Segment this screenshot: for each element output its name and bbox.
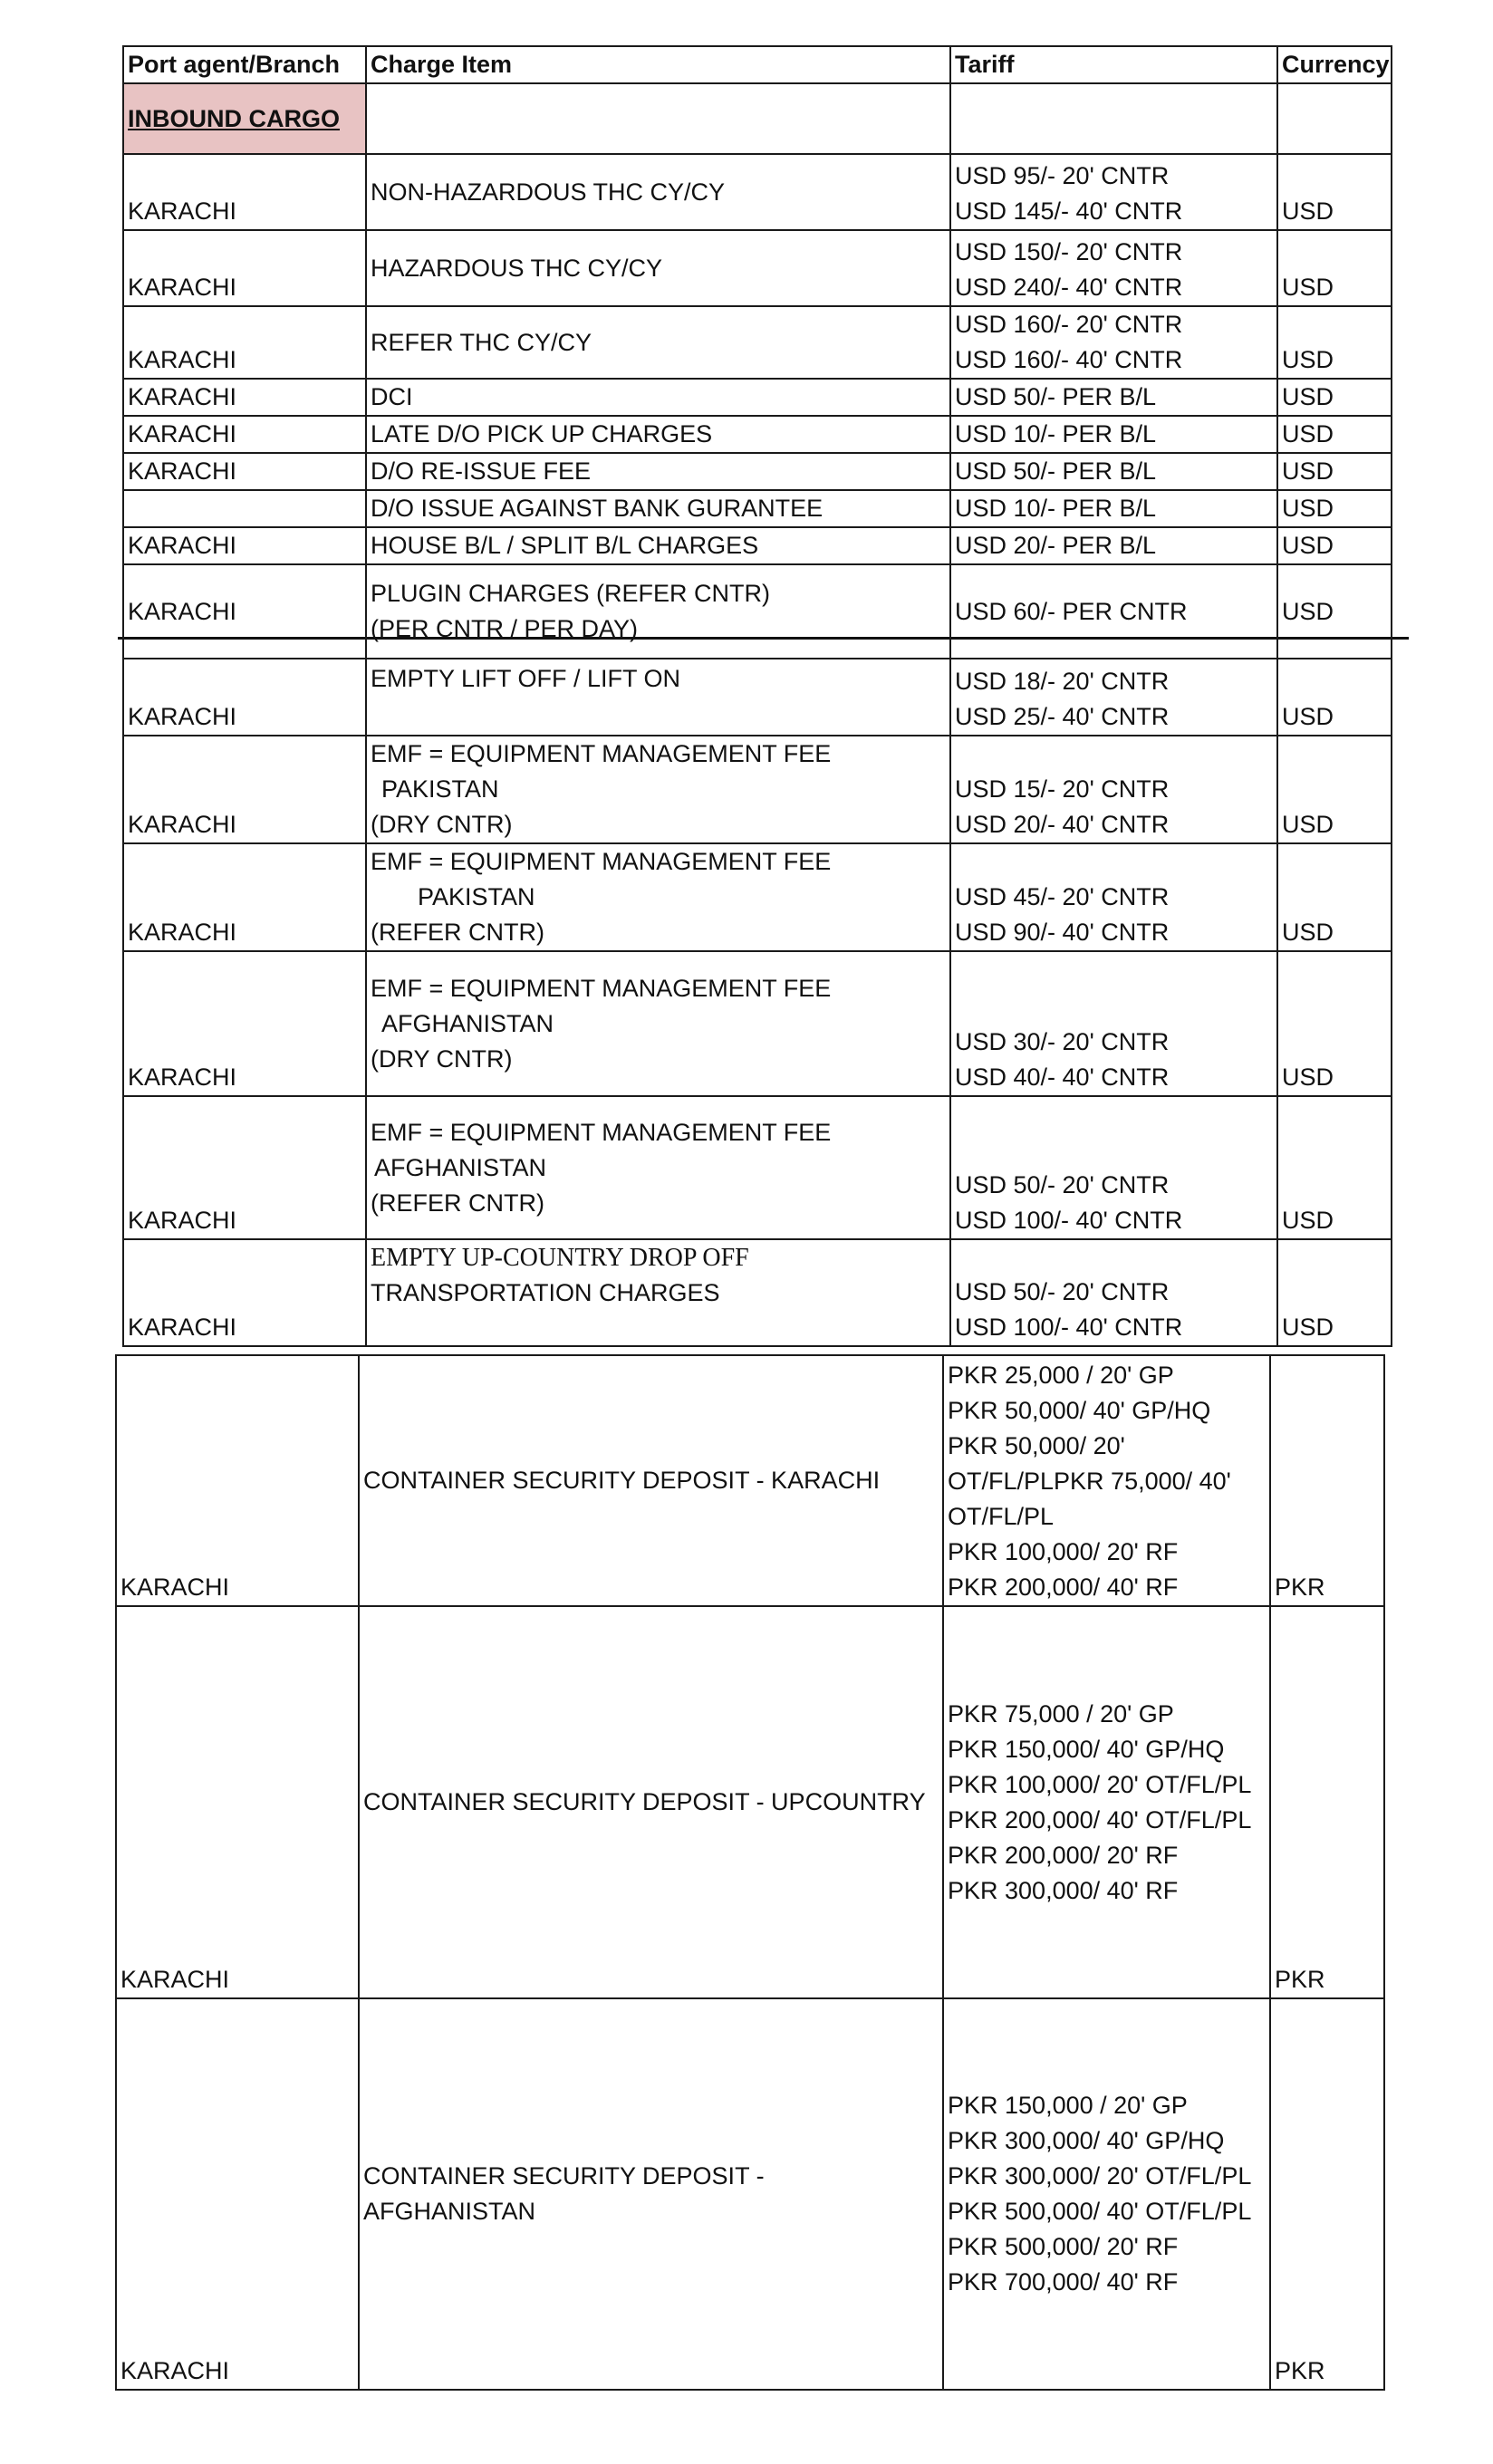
charge-cell: EMF = EQUIPMENT MANAGEMENT FEE AFGHANISTAN (DRY CNTR) (366, 951, 950, 1096)
tariff-cell: PKR 25,000 / 20' GP PKR 50,000/ 40' GP/HQ PKR 50,000/ 20' OT/FL/PLPKR 75,000/ 40' OT/FL/PL PKR 100,000/ 20' RF PKR 200,000/ 40' RF (943, 1355, 1270, 1606)
port-cell: KARACHI (123, 527, 366, 564)
port-cell: KARACHI (123, 843, 366, 951)
table-row (123, 490, 1392, 527)
currency-cell: USD (1277, 154, 1392, 230)
currency-cell: USD (1277, 490, 1392, 527)
currency-cell: USD (1277, 1096, 1392, 1239)
table-row (116, 1355, 1384, 1606)
header-charge: Charge Item (366, 46, 950, 83)
inbound-tariff-table (122, 45, 1392, 1347)
charge-cell: CONTAINER SECURITY DEPOSIT - UPCOUNTRY (359, 1606, 943, 1998)
header-row (123, 46, 1392, 83)
table-row (116, 1998, 1384, 2390)
header-port: Port agent/Branch (123, 46, 366, 83)
port-cell: KARACHI (123, 416, 366, 453)
port-cell: KARACHI (123, 564, 366, 659)
tariff-cell: USD 50/- 20' CNTR USD 100/- 40' CNTR (950, 1096, 1277, 1239)
tariff-cell: USD 10/- PER B/L (950, 416, 1277, 453)
port-cell: KARACHI (123, 230, 366, 306)
currency-cell: USD (1277, 379, 1392, 416)
table-row (123, 416, 1392, 453)
charge-cell: EMPTY UP-COUNTRY DROP OFF TRANSPORTATION CHARGES (366, 1239, 950, 1346)
header-currency: Currency (1277, 46, 1392, 83)
currency-cell: PKR (1270, 1355, 1384, 1606)
port-cell: KARACHI (116, 1606, 359, 1998)
tariff-cell: USD 50/- PER B/L (950, 379, 1277, 416)
currency-cell: USD (1277, 736, 1392, 843)
tariff-cell: USD 18/- 20' CNTR USD 25/- 40' CNTR (950, 659, 1277, 736)
port-cell: KARACHI (123, 659, 366, 736)
currency-cell: USD (1277, 659, 1392, 736)
currency-cell: USD (1277, 843, 1392, 951)
tariff-cell: USD 45/- 20' CNTR USD 90/- 40' CNTR (950, 843, 1277, 951)
table-row (123, 154, 1392, 230)
currency-cell: USD (1277, 1239, 1392, 1346)
charge-cell: D/O RE-ISSUE FEE (366, 453, 950, 490)
currency-cell: USD (1277, 527, 1392, 564)
port-cell: KARACHI (123, 306, 366, 379)
port-cell: KARACHI (123, 1239, 366, 1346)
tariff-cell: USD 160/- 20' CNTR USD 160/- 40' CNTR (950, 306, 1277, 379)
currency-cell: USD (1277, 230, 1392, 306)
port-cell: KARACHI (123, 736, 366, 843)
tariff-cell: PKR 150,000 / 20' GP PKR 300,000/ 40' GP/HQ PKR 300,000/ 20' OT/FL/PL PKR 500,000/ 40' OT/FL/PL PKR 500,000/ 20' RF PKR 700,000/ 40' RF (943, 1998, 1270, 2390)
currency-cell: USD (1277, 416, 1392, 453)
security-deposit-table (115, 1354, 1385, 2391)
charge-cell: REFER THC CY/CY (366, 306, 950, 379)
tariff-cell: USD 10/- PER B/L (950, 490, 1277, 527)
charge-cell: EMF = EQUIPMENT MANAGEMENT FEE AFGHANISTAN (REFER CNTR) (366, 1096, 950, 1239)
charge-cell: EMF = EQUIPMENT MANAGEMENT FEE PAKISTAN (DRY CNTR) (366, 736, 950, 843)
charge-cell: CONTAINER SECURITY DEPOSIT - AFGHANISTAN (359, 1998, 943, 2390)
currency-cell: USD (1277, 564, 1392, 659)
tariff-cell: USD 95/- 20' CNTR USD 145/- 40' CNTR (950, 154, 1277, 230)
charge-cell: DCI (366, 379, 950, 416)
table-row (123, 1239, 1392, 1346)
table-row (123, 659, 1392, 736)
charge-cell: D/O ISSUE AGAINST BANK GURANTEE (366, 490, 950, 527)
charge-cell: HAZARDOUS THC CY/CY (366, 230, 950, 306)
port-cell: KARACHI (116, 1998, 359, 2390)
table-row (123, 736, 1392, 843)
section-row (123, 83, 1392, 154)
port-cell: KARACHI (123, 453, 366, 490)
charge-cell: CONTAINER SECURITY DEPOSIT - KARACHI (359, 1355, 943, 1606)
port-cell: KARACHI (116, 1355, 359, 1606)
table-row (123, 527, 1392, 564)
currency-cell: USD (1277, 453, 1392, 490)
table-row (123, 564, 1392, 659)
port-cell: KARACHI (123, 951, 366, 1096)
tariff-cell: USD 30/- 20' CNTR USD 40/- 40' CNTR (950, 951, 1277, 1096)
port-cell (123, 490, 366, 527)
tariff-cell: USD 50/- PER B/L (950, 453, 1277, 490)
tariff-cell: USD 50/- 20' CNTR USD 100/- 40' CNTR (950, 1239, 1277, 1346)
tariff-cell: PKR 75,000 / 20' GP PKR 150,000/ 40' GP/HQ PKR 100,000/ 20' OT/FL/PL PKR 200,000/ 40' OT/FL/PL PKR 200,000/ 20' RF PKR 300,000/ 40' RF (943, 1606, 1270, 1998)
tariff-cell: USD 150/- 20' CNTR USD 240/- 40' CNTR (950, 230, 1277, 306)
table-row (123, 843, 1392, 951)
charge-cell: PLUGIN CHARGES (REFER CNTR) (PER CNTR / PER DAY) (366, 564, 950, 659)
port-cell: KARACHI (123, 154, 366, 230)
currency-cell: USD (1277, 951, 1392, 1096)
table-row (123, 1096, 1392, 1239)
header-tariff: Tariff (950, 46, 1277, 83)
table-row (123, 230, 1392, 306)
table-row (123, 951, 1392, 1096)
tariff-cell: USD 20/- PER B/L (950, 527, 1277, 564)
currency-cell: PKR (1270, 1998, 1384, 2390)
table-row (116, 1606, 1384, 1998)
table-row (123, 306, 1392, 379)
charge-cell: LATE D/O PICK UP CHARGES (366, 416, 950, 453)
table-row (123, 379, 1392, 416)
tariff-cell: USD 60/- PER CNTR (950, 564, 1277, 659)
charge-cell: NON-HAZARDOUS THC CY/CY (366, 154, 950, 230)
table-row (123, 453, 1392, 490)
currency-cell: PKR (1270, 1606, 1384, 1998)
currency-cell: USD (1277, 306, 1392, 379)
charge-cell: EMPTY LIFT OFF / LIFT ON (366, 659, 950, 736)
charge-cell: HOUSE B/L / SPLIT B/L CHARGES (366, 527, 950, 564)
section-label-inbound: INBOUND CARGO (123, 83, 366, 154)
tariff-cell: USD 15/- 20' CNTR USD 20/- 40' CNTR (950, 736, 1277, 843)
port-cell: KARACHI (123, 1096, 366, 1239)
port-cell: KARACHI (123, 379, 366, 416)
charge-cell: EMF = EQUIPMENT MANAGEMENT FEE PAKISTAN (REFER CNTR) (366, 843, 950, 951)
